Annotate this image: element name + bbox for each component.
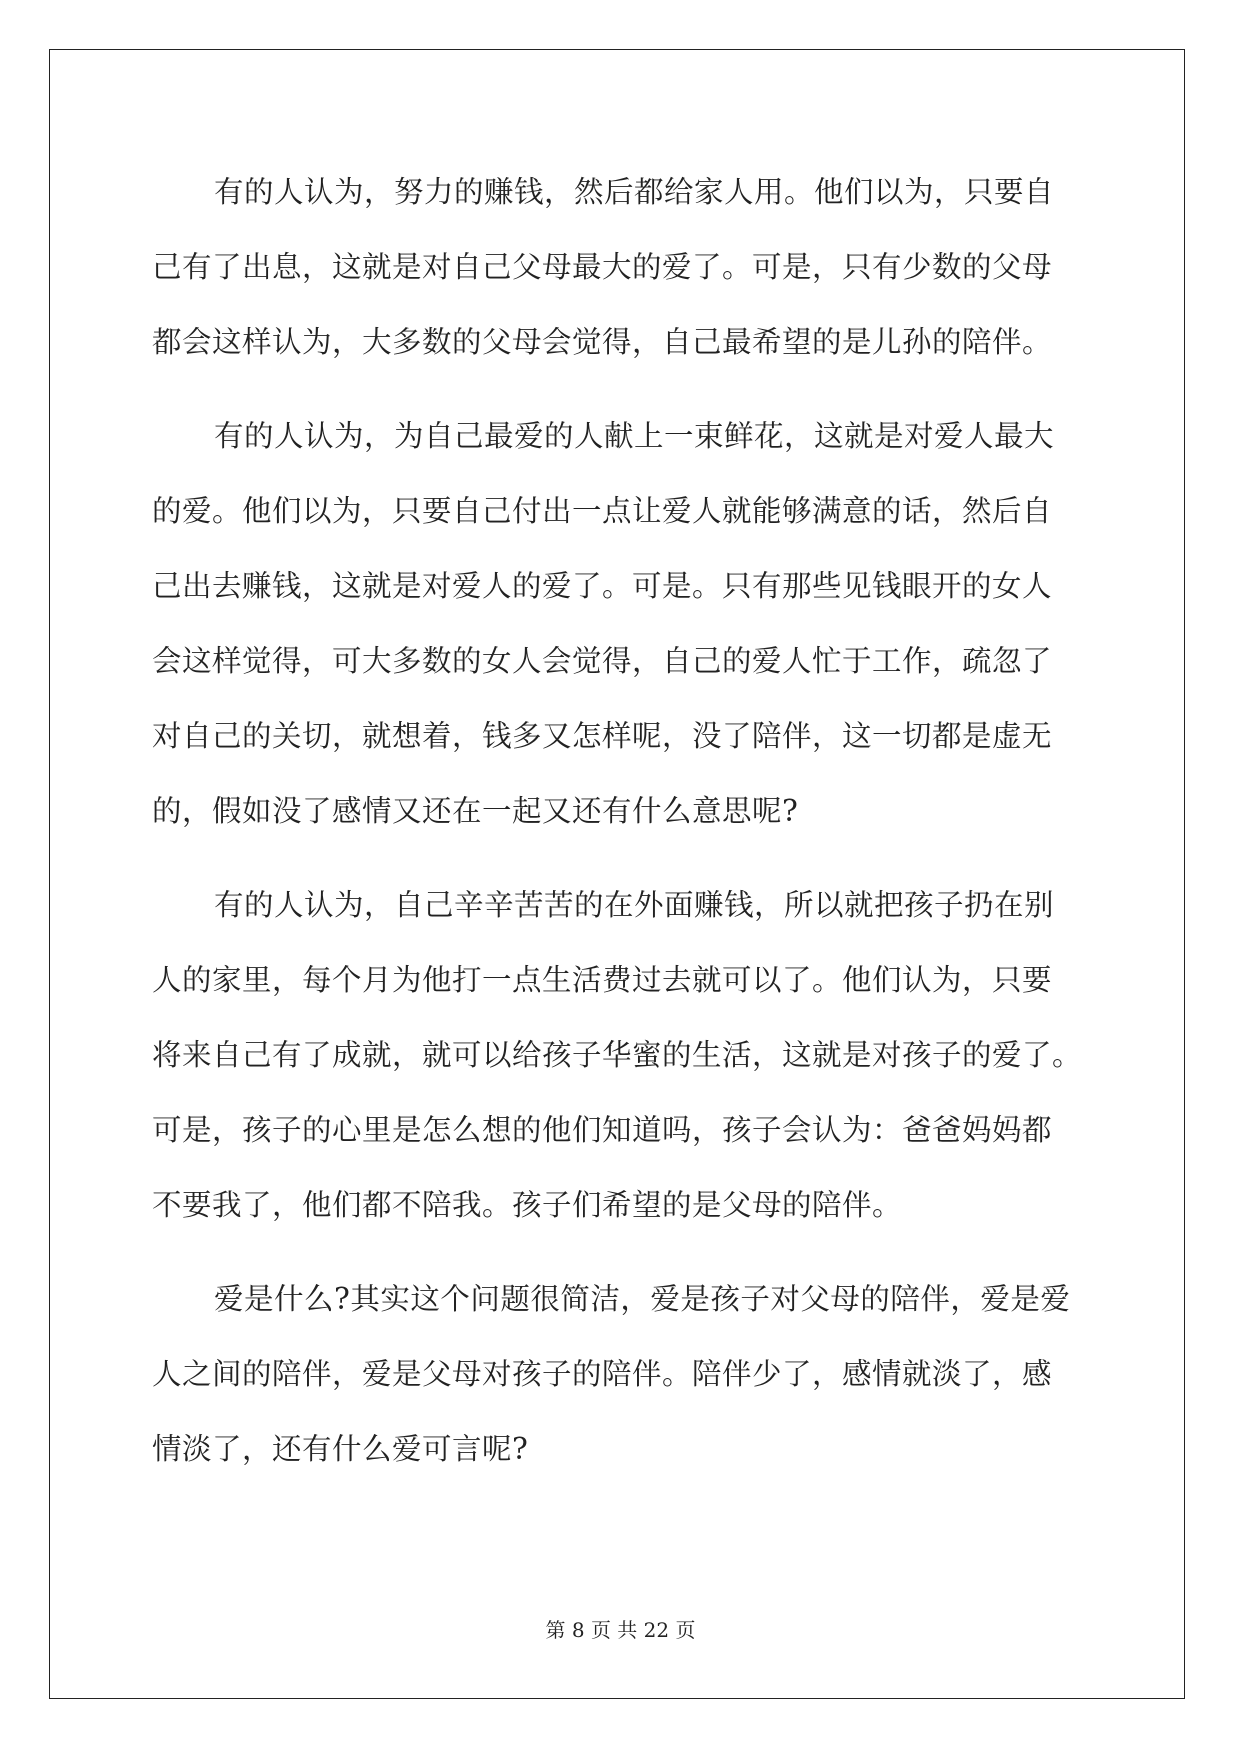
paragraph-3-line-1: 有的人认为，自己辛辛苦苦的在外面赚钱，所以就把孩子扔在别: [214, 888, 1055, 922]
paragraph-3-line-3: 将来自己有了成就，就可以给孩子华蜜的生活，这就是对孩子的爱了。: [152, 1038, 1083, 1072]
paragraph-1-line-2: 己有了出息，这就是对自己父母最大的爱了。可是，只有少数的父母: [152, 250, 1053, 284]
paragraph-4-line-3: 情淡了，还有什么爱可言呢?: [152, 1432, 529, 1466]
page-number-footer: 第 8 页 共 22 页: [545, 1618, 696, 1642]
paragraph-1-line-1: 有的人认为，努力的赚钱，然后都给家人用。他们以为，只要自: [214, 175, 1055, 209]
paragraph-2-line-3: 己出去赚钱，这就是对爱人的爱了。可是。只有那些见钱眼开的女人: [152, 569, 1053, 603]
paragraph-4-line-1: 爱是什么?其实这个问题很简洁，爱是孩子对父母的陪伴，爱是爱: [214, 1282, 1071, 1316]
paragraph-1-line-3: 都会这样认为，大多数的父母会觉得，自己最希望的是儿孙的陪伴。: [152, 325, 1053, 359]
paragraph-2-line-1: 有的人认为，为自己最爱的人献上一束鲜花，这就是对爱人最大: [214, 419, 1055, 453]
paragraph-2-line-5: 对自己的关切，就想着，钱多又怎样呢，没了陪伴，这一切都是虚无: [152, 719, 1053, 753]
paragraph-3-line-2: 人的家里，每个月为他打一点生活费过去就可以了。他们认为，只要: [152, 963, 1053, 997]
paragraph-2-line-2: 的爱。他们以为，只要自己付出一点让爱人就能够满意的话，然后自: [152, 494, 1053, 528]
paragraph-2-line-4: 会这样觉得，可大多数的女人会觉得，自己的爱人忙于工作，疏忽了: [152, 644, 1053, 678]
paragraph-3-line-5: 不要我了，他们都不陪我。孩子们希望的是父母的陪伴。: [152, 1188, 903, 1222]
paragraph-2-line-6: 的，假如没了感情又还在一起又还有什么意思呢?: [152, 794, 799, 828]
paragraph-3-line-4: 可是，孩子的心里是怎么想的他们知道吗，孩子会认为：爸爸妈妈都: [152, 1113, 1053, 1147]
paragraph-4-line-2: 人之间的陪伴，爱是父母对孩子的陪伴。陪伴少了，感情就淡了，感: [152, 1357, 1053, 1391]
